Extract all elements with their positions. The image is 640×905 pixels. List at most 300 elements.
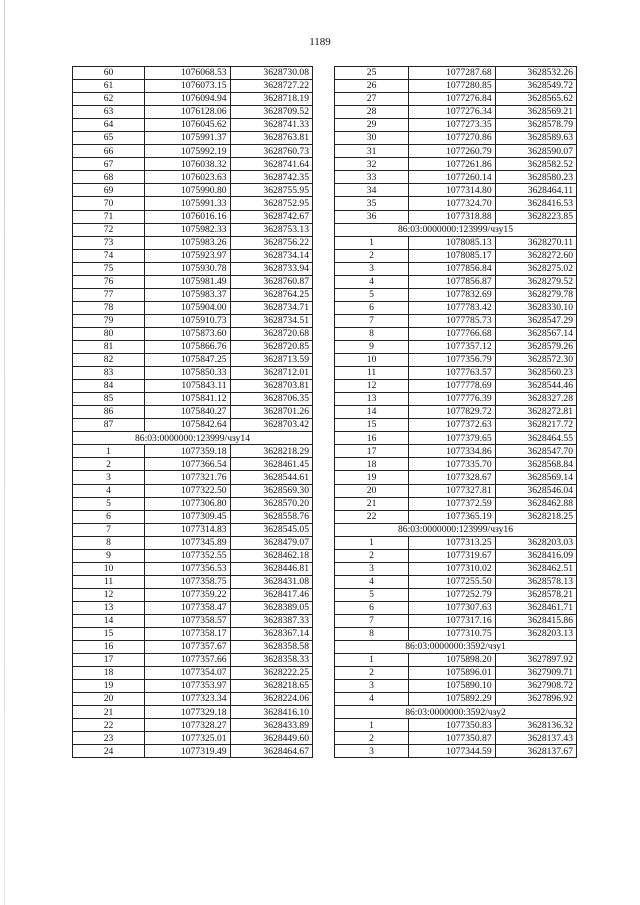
table-row — [73, 197, 313, 210]
table-row — [73, 93, 313, 106]
table-row — [73, 510, 313, 523]
table-row — [73, 458, 313, 471]
point-number: 28 — [335, 106, 409, 119]
x-coordinate: 1075910.73 — [145, 314, 230, 327]
point-number: 66 — [73, 145, 145, 158]
point-number: 2 — [335, 667, 409, 680]
x-coordinate: 1077255.50 — [409, 575, 496, 588]
x-coordinate: 1077319.67 — [409, 549, 496, 562]
y-coordinate: 3628279.52 — [495, 275, 576, 288]
y-coordinate: 3628742.35 — [230, 171, 312, 184]
y-coordinate: 3628570.20 — [230, 497, 312, 510]
table-row — [335, 471, 577, 484]
x-coordinate: 1077785.73 — [409, 314, 496, 327]
x-coordinate: 1077307.63 — [409, 601, 496, 614]
y-coordinate: 3628275.02 — [495, 262, 576, 275]
table-row — [73, 693, 313, 706]
x-coordinate: 1077354.07 — [145, 667, 230, 680]
y-coordinate: 3628578.79 — [495, 119, 576, 132]
y-coordinate: 3628709.52 — [230, 106, 312, 119]
point-number: 62 — [73, 93, 145, 106]
point-number: 33 — [335, 171, 409, 184]
point-number: 7 — [335, 614, 409, 627]
scan-edge-shadow — [4, 0, 5, 905]
point-number: 17 — [73, 654, 145, 667]
coordinates-table-left — [72, 66, 313, 758]
y-coordinate: 3628742.67 — [230, 210, 312, 223]
table-row — [73, 67, 313, 80]
y-coordinate: 3628727.22 — [230, 80, 312, 93]
y-coordinate: 3628546.04 — [495, 484, 576, 497]
x-coordinate: 1077372.59 — [409, 497, 496, 510]
x-coordinate: 1077318.88 — [409, 210, 496, 223]
table-row — [335, 745, 577, 758]
x-coordinate: 1077356.79 — [409, 354, 496, 367]
table-row — [335, 184, 577, 197]
point-number: 11 — [335, 367, 409, 380]
table-row — [73, 406, 313, 419]
table-row — [73, 706, 313, 719]
point-number: 2 — [335, 732, 409, 745]
point-number: 19 — [335, 471, 409, 484]
section-header-row — [335, 641, 577, 654]
x-coordinate: 1077273.35 — [409, 119, 496, 132]
point-number: 15 — [73, 628, 145, 641]
x-coordinate: 1077276.84 — [409, 93, 496, 106]
y-coordinate: 3628217.72 — [495, 419, 576, 432]
x-coordinate: 1077763.57 — [409, 367, 496, 380]
x-coordinate: 1075904.00 — [145, 301, 230, 314]
table-row — [335, 119, 577, 132]
x-coordinate: 1077321.76 — [145, 471, 230, 484]
table-row — [335, 445, 577, 458]
table-row — [73, 628, 313, 641]
table-row — [73, 719, 313, 732]
table-row — [73, 106, 313, 119]
point-number: 78 — [73, 301, 145, 314]
table-row — [73, 210, 313, 223]
point-number: 4 — [73, 484, 145, 497]
y-coordinate: 3628733.94 — [230, 262, 312, 275]
point-number: 10 — [73, 562, 145, 575]
table-row — [335, 145, 577, 158]
x-coordinate: 1077270.86 — [409, 132, 496, 145]
x-coordinate: 1077829.72 — [409, 406, 496, 419]
y-coordinate: 3628462.88 — [495, 497, 576, 510]
x-coordinate: 1077261.86 — [409, 158, 496, 171]
point-number: 30 — [335, 132, 409, 145]
table-row — [335, 197, 577, 210]
x-coordinate: 1075842.64 — [145, 419, 230, 432]
x-coordinate: 1077358.57 — [145, 614, 230, 627]
x-coordinate: 1077345.89 — [145, 536, 230, 549]
table-row — [335, 314, 577, 327]
x-coordinate: 1077357.67 — [145, 641, 230, 654]
x-coordinate: 1075982.33 — [145, 223, 230, 236]
y-coordinate: 3628582.52 — [495, 158, 576, 171]
y-coordinate: 3628461.71 — [495, 601, 576, 614]
x-coordinate: 1075991.37 — [145, 132, 230, 145]
x-coordinate: 1076073.15 — [145, 80, 230, 93]
y-coordinate: 3628479.07 — [230, 536, 312, 549]
x-coordinate: 1077327.81 — [409, 484, 496, 497]
point-number: 1 — [73, 445, 145, 458]
y-coordinate: 3628720.68 — [230, 327, 312, 340]
x-coordinate: 1076045.62 — [145, 119, 230, 132]
section-header-row — [73, 432, 313, 445]
table-row — [335, 693, 577, 706]
y-coordinate: 3628560.23 — [495, 367, 576, 380]
y-coordinate: 3628416.10 — [230, 706, 312, 719]
x-coordinate: 1077379.65 — [409, 432, 496, 445]
x-coordinate: 1077350.83 — [409, 719, 496, 732]
x-coordinate: 1076094.94 — [145, 93, 230, 106]
y-coordinate: 3628703.81 — [230, 380, 312, 393]
y-coordinate: 3628544.61 — [230, 471, 312, 484]
table-row — [335, 210, 577, 223]
table-row — [335, 393, 577, 406]
y-coordinate: 3628763.81 — [230, 132, 312, 145]
x-coordinate: 1077324.70 — [409, 197, 496, 210]
x-coordinate: 1075990.80 — [145, 184, 230, 197]
y-coordinate: 3628565.62 — [495, 93, 576, 106]
x-coordinate: 1076128.06 — [145, 106, 230, 119]
x-coordinate: 1077309.45 — [145, 510, 230, 523]
table-row — [73, 641, 313, 654]
x-coordinate: 1077365.19 — [409, 510, 496, 523]
point-number: 2 — [73, 458, 145, 471]
point-number: 83 — [73, 367, 145, 380]
x-coordinate: 1075866.76 — [145, 340, 230, 353]
x-coordinate: 1077783.42 — [409, 301, 496, 314]
point-number: 31 — [335, 145, 409, 158]
table-row — [73, 549, 313, 562]
x-coordinate: 1077832.69 — [409, 288, 496, 301]
point-number: 2 — [335, 249, 409, 262]
point-number: 73 — [73, 236, 145, 249]
table-row — [335, 380, 577, 393]
point-number: 13 — [73, 601, 145, 614]
section-header: 86:03:0000000:123999/чзу14 — [73, 432, 313, 445]
y-coordinate: 3628462.18 — [230, 549, 312, 562]
table-row — [335, 236, 577, 249]
point-number: 72 — [73, 223, 145, 236]
y-coordinate: 3628730.08 — [230, 67, 312, 80]
table-row — [335, 510, 577, 523]
table-row — [335, 732, 577, 745]
point-number: 6 — [73, 510, 145, 523]
x-coordinate: 1077358.17 — [145, 628, 230, 641]
y-coordinate: 3628752.95 — [230, 197, 312, 210]
point-number: 85 — [73, 393, 145, 406]
x-coordinate: 1077260.79 — [409, 145, 496, 158]
table-row — [335, 458, 577, 471]
x-coordinate: 1077260.14 — [409, 171, 496, 184]
y-coordinate: 3628579.26 — [495, 340, 576, 353]
table-row — [73, 680, 313, 693]
x-coordinate: 1075991.33 — [145, 197, 230, 210]
table-row — [335, 536, 577, 549]
y-coordinate: 3628532.26 — [495, 67, 576, 80]
table-row — [73, 275, 313, 288]
y-coordinate: 3628389.05 — [230, 601, 312, 614]
table-row — [335, 80, 577, 93]
point-number: 34 — [335, 184, 409, 197]
y-coordinate: 3628279.78 — [495, 288, 576, 301]
point-number: 75 — [73, 262, 145, 275]
x-coordinate: 1077322.50 — [145, 484, 230, 497]
table-row — [73, 614, 313, 627]
point-number: 82 — [73, 354, 145, 367]
table-row — [335, 614, 577, 627]
y-coordinate: 3628578.13 — [495, 575, 576, 588]
x-coordinate: 1075923.97 — [145, 249, 230, 262]
point-number: 27 — [335, 93, 409, 106]
y-coordinate: 3628568.84 — [495, 458, 576, 471]
y-coordinate: 3628218.65 — [230, 680, 312, 693]
y-coordinate: 3628580.23 — [495, 171, 576, 184]
point-number: 23 — [73, 732, 145, 745]
x-coordinate: 1075843.11 — [145, 380, 230, 393]
x-coordinate: 1077310.75 — [409, 628, 496, 641]
x-coordinate: 1077356.53 — [145, 562, 230, 575]
y-coordinate: 3628464.67 — [230, 745, 312, 758]
x-coordinate: 1077366.54 — [145, 458, 230, 471]
y-coordinate: 3628218.25 — [495, 510, 576, 523]
x-coordinate: 1077276.34 — [409, 106, 496, 119]
table-row — [73, 562, 313, 575]
point-number: 16 — [73, 641, 145, 654]
table-row — [73, 340, 313, 353]
table-row — [335, 719, 577, 732]
x-coordinate: 1077358.47 — [145, 601, 230, 614]
x-coordinate: 1077313.25 — [409, 536, 496, 549]
x-coordinate: 1075890.10 — [409, 680, 496, 693]
x-coordinate: 1077325.01 — [145, 732, 230, 745]
table-row — [73, 523, 313, 536]
section-header: 86:03:0000000:123999/чзу15 — [335, 223, 577, 236]
y-coordinate: 3628569.14 — [495, 471, 576, 484]
x-coordinate: 1076023.63 — [145, 171, 230, 184]
table-row — [73, 732, 313, 745]
x-coordinate: 1077328.67 — [409, 471, 496, 484]
x-coordinate: 1077287.68 — [409, 67, 496, 80]
y-coordinate: 3628367.14 — [230, 628, 312, 641]
y-coordinate: 3628545.05 — [230, 523, 312, 536]
table-row — [73, 80, 313, 93]
point-number: 6 — [335, 601, 409, 614]
y-coordinate: 3628720.85 — [230, 340, 312, 353]
table-row — [335, 301, 577, 314]
x-coordinate: 1077314.80 — [409, 184, 496, 197]
point-number: 16 — [335, 432, 409, 445]
point-number: 6 — [335, 301, 409, 314]
table-row — [335, 432, 577, 445]
y-coordinate: 3628431.08 — [230, 575, 312, 588]
point-number: 18 — [73, 667, 145, 680]
x-coordinate: 1077776.39 — [409, 393, 496, 406]
point-number: 8 — [335, 327, 409, 340]
section-header-row — [335, 223, 577, 236]
section-header-row — [335, 523, 577, 536]
y-coordinate: 3627897.92 — [495, 654, 576, 667]
x-coordinate: 1077359.18 — [145, 445, 230, 458]
point-number: 7 — [73, 523, 145, 536]
y-coordinate: 3628547.70 — [495, 445, 576, 458]
y-coordinate: 3628416.53 — [495, 197, 576, 210]
y-coordinate: 3628433.89 — [230, 719, 312, 732]
point-number: 64 — [73, 119, 145, 132]
point-number: 12 — [73, 588, 145, 601]
table-row — [335, 67, 577, 80]
y-coordinate: 3627908.72 — [495, 680, 576, 693]
point-number: 26 — [335, 80, 409, 93]
table-row — [335, 654, 577, 667]
y-coordinate: 3628330.10 — [495, 301, 576, 314]
point-number: 74 — [73, 249, 145, 262]
coordinates-table-right-body — [335, 67, 577, 758]
point-number: 69 — [73, 184, 145, 197]
table-row — [335, 484, 577, 497]
y-coordinate: 3628734.71 — [230, 301, 312, 314]
table-row — [73, 158, 313, 171]
x-coordinate: 1075873.60 — [145, 327, 230, 340]
point-number: 13 — [335, 393, 409, 406]
table-row — [73, 145, 313, 158]
table-row — [335, 327, 577, 340]
x-coordinate: 1077344.59 — [409, 745, 496, 758]
point-number: 36 — [335, 210, 409, 223]
table-row — [73, 314, 313, 327]
point-number: 9 — [73, 549, 145, 562]
point-number: 80 — [73, 327, 145, 340]
y-coordinate: 3628462.51 — [495, 562, 576, 575]
table-row — [73, 393, 313, 406]
y-coordinate: 3628741.64 — [230, 158, 312, 171]
y-coordinate: 3628703.42 — [230, 419, 312, 432]
x-coordinate: 1076038.32 — [145, 158, 230, 171]
table-row — [335, 562, 577, 575]
y-coordinate: 3628764.25 — [230, 288, 312, 301]
x-coordinate: 1077856.87 — [409, 275, 496, 288]
point-number: 19 — [73, 680, 145, 693]
y-coordinate: 3628549.72 — [495, 80, 576, 93]
x-coordinate: 1075841.12 — [145, 393, 230, 406]
point-number: 8 — [73, 536, 145, 549]
point-number: 81 — [73, 340, 145, 353]
point-number: 70 — [73, 197, 145, 210]
table-row — [73, 236, 313, 249]
point-number: 1 — [335, 536, 409, 549]
point-number: 29 — [335, 119, 409, 132]
table-row — [335, 367, 577, 380]
y-coordinate: 3628547.29 — [495, 314, 576, 327]
x-coordinate: 1077319.49 — [145, 745, 230, 758]
point-number: 21 — [73, 706, 145, 719]
table-row — [335, 406, 577, 419]
x-coordinate: 1077280.85 — [409, 80, 496, 93]
x-coordinate: 1077357.12 — [409, 340, 496, 353]
point-number: 7 — [335, 314, 409, 327]
table-row — [73, 654, 313, 667]
x-coordinate: 1075847.25 — [145, 354, 230, 367]
point-number: 63 — [73, 106, 145, 119]
point-number: 3 — [335, 680, 409, 693]
section-header: 86:03:0000000:3592/чзу1 — [335, 641, 577, 654]
table-row — [335, 93, 577, 106]
point-number: 5 — [335, 288, 409, 301]
y-coordinate: 3628137.43 — [495, 732, 576, 745]
y-coordinate: 3628327.28 — [495, 393, 576, 406]
point-number: 1 — [335, 719, 409, 732]
x-coordinate: 1077252.79 — [409, 588, 496, 601]
table-row — [335, 419, 577, 432]
point-number: 84 — [73, 380, 145, 393]
y-coordinate: 3628712.01 — [230, 367, 312, 380]
table-row — [335, 106, 577, 119]
table-row — [73, 367, 313, 380]
y-coordinate: 3628756.22 — [230, 236, 312, 249]
point-number: 25 — [335, 67, 409, 80]
x-coordinate: 1078085.13 — [409, 236, 496, 249]
x-coordinate: 1077357.66 — [145, 654, 230, 667]
y-coordinate: 3628755.95 — [230, 184, 312, 197]
table-row — [73, 354, 313, 367]
point-number: 5 — [335, 588, 409, 601]
y-coordinate: 3628567.14 — [495, 327, 576, 340]
table-row — [335, 354, 577, 367]
y-coordinate: 3628272.60 — [495, 249, 576, 262]
point-number: 21 — [335, 497, 409, 510]
y-coordinate: 3628270.11 — [495, 236, 576, 249]
x-coordinate: 1077335.70 — [409, 458, 496, 471]
point-number: 4 — [335, 575, 409, 588]
y-coordinate: 3628464.11 — [495, 184, 576, 197]
point-number: 22 — [73, 719, 145, 732]
x-coordinate: 1077353.97 — [145, 680, 230, 693]
table-row — [73, 301, 313, 314]
table-row — [335, 288, 577, 301]
table-row — [73, 262, 313, 275]
y-coordinate: 3628590.07 — [495, 145, 576, 158]
point-number: 10 — [335, 354, 409, 367]
table-row — [335, 132, 577, 145]
point-number: 1 — [335, 236, 409, 249]
y-coordinate: 3628203.13 — [495, 628, 576, 641]
x-coordinate: 1077329.18 — [145, 706, 230, 719]
table-row — [73, 132, 313, 145]
y-coordinate: 3628544.46 — [495, 380, 576, 393]
coordinates-table-right — [334, 66, 577, 758]
x-coordinate: 1075850.33 — [145, 367, 230, 380]
point-number: 86 — [73, 406, 145, 419]
table-row — [73, 471, 313, 484]
x-coordinate: 1075892.29 — [409, 693, 496, 706]
y-coordinate: 3628203.03 — [495, 536, 576, 549]
table-row — [335, 549, 577, 562]
y-coordinate: 3628387.33 — [230, 614, 312, 627]
y-coordinate: 3628416.09 — [495, 549, 576, 562]
table-row — [73, 745, 313, 758]
point-number: 60 — [73, 67, 145, 80]
table-row — [335, 667, 577, 680]
y-coordinate: 3628218.29 — [230, 445, 312, 458]
x-coordinate: 1075930.78 — [145, 262, 230, 275]
x-coordinate: 1077358.75 — [145, 575, 230, 588]
page-number: 1189 — [309, 36, 331, 48]
table-row — [73, 575, 313, 588]
y-coordinate: 3628461.45 — [230, 458, 312, 471]
